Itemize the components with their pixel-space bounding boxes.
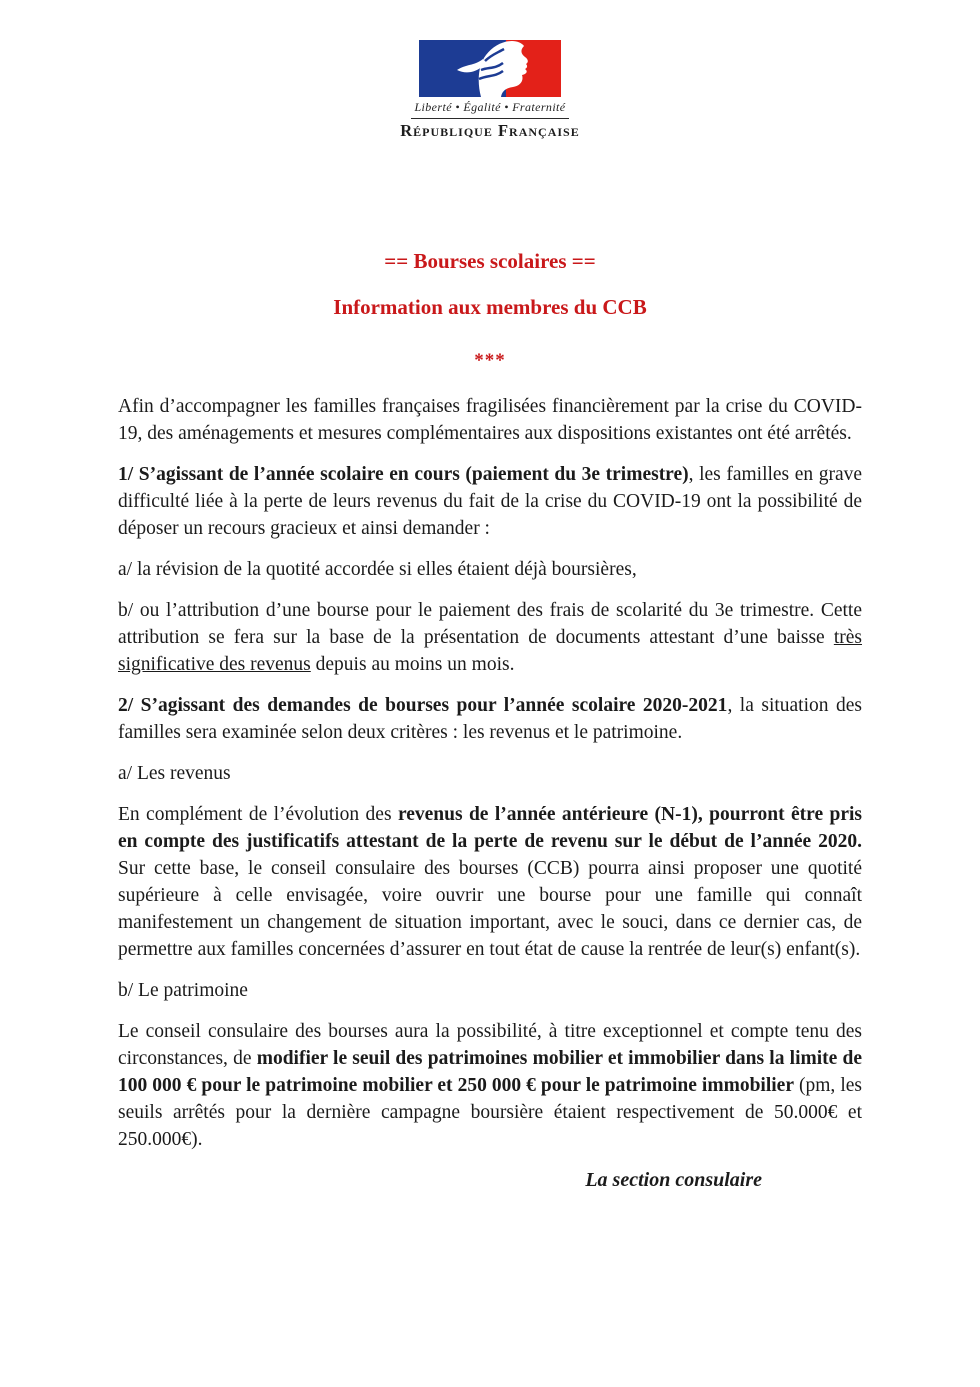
paragraph-item-a1: [118, 556, 862, 583]
text-run: Sur cette base, le conseil consulaire des bourses (CCB) pourra ainsi proposer une quotité supérieure à celle envisagée, voire ouvrir une bourse pour une famille qui connaît manifestement un changement de situation important, avec le souci, dans ce dernier cas, de permettre aux familles concernées d’assurer en tout état de cause la rentrée de leur(s) enfant(s).: [118, 858, 862, 960]
signature-text: La section consulaire: [585, 1169, 762, 1191]
republique-francaise-logo: [0, 0, 980, 141]
text-run: Afin d’accompagner les familles françaises fragilisées financièrement par la crise du COVID-19, des aménagements et mesures complémentaires aux dispositions existantes ont été arrêtés.: [118, 396, 862, 444]
bold-run: 2/ S’agissant des demandes de bourses pour l’année scolaire 2020-2021: [118, 695, 728, 716]
document-body: [118, 393, 862, 1194]
marianne-logo-icon: [419, 40, 561, 97]
text-run: , les familles en grave difficulté liée à la perte de leurs revenus du fait de la crise du COVID-19 ont la possibilité de déposer un recours gracieux et ainsi demander :: [118, 464, 863, 539]
text-run: a/ la révision de la quotité accordée si elles étaient déjà boursières,: [118, 559, 637, 580]
paragraph-item-b1: [118, 597, 862, 678]
underlined-run: très significative des revenus: [118, 627, 862, 675]
paragraph-patrimoine: [118, 1018, 862, 1153]
paragraph-subheading-revenus: [118, 760, 862, 787]
text-run: En complément de l’évolution des: [118, 804, 398, 825]
separator-stars: ***: [474, 350, 506, 371]
paragraph-revenus: [118, 801, 862, 963]
paragraph-subheading-patrimoine: [118, 977, 862, 1004]
text-run: (pm, les seuils arrêtés pour la dernière campagne boursière étaient respectivement de 50.000€ et 250.000€).: [118, 1075, 862, 1150]
logo-country-name: République Française: [400, 121, 580, 140]
text-run: Le conseil consulaire des bourses aura la possibilité, à titre exceptionnel et compte tenu des circonstances, de: [118, 1021, 862, 1069]
document-subtitle: Information aux membres du CCB: [333, 295, 647, 319]
paragraph-intro: [118, 393, 862, 447]
bold-run: modifier le seuil des patrimoines mobilier et immobilier dans la limite de 100 000 € pour le patrimoine mobilier et 250 000 € pour le patrimoine immobilier: [118, 1048, 863, 1096]
paragraph-section-1: [118, 461, 862, 542]
text-run: depuis au moins un mois.: [310, 654, 515, 675]
text-run: a/ Les revenus: [118, 763, 231, 784]
logo-motto: Liberté • Égalité • Fraternité: [411, 98, 568, 119]
text-run: , la situation des familles sera examinée selon deux critères : les revenus et le patrimoine.: [118, 695, 862, 743]
document-header: [0, 249, 980, 373]
text-run: b/ Le patrimoine: [118, 980, 248, 1001]
text-run: b/ ou l’attribution d’une bourse pour le paiement des frais de scolarité du 3e trimestre. Cette attribution se fera sur la base de la présentation de documents attestant d’une baisse: [118, 600, 862, 648]
bold-run: 1/ S’agissant de l’année scolaire en cours (paiement du 3e trimestre): [118, 464, 689, 485]
signature: [118, 1167, 862, 1194]
bold-run: revenus de l’année antérieure (N-1), pourront être pris en compte des justificatifs attestant de la perte de revenu sur le début de l’année 2020.: [118, 804, 862, 852]
document-title: == Bourses scolaires ==: [384, 249, 596, 273]
paragraph-section-2: [118, 692, 862, 746]
